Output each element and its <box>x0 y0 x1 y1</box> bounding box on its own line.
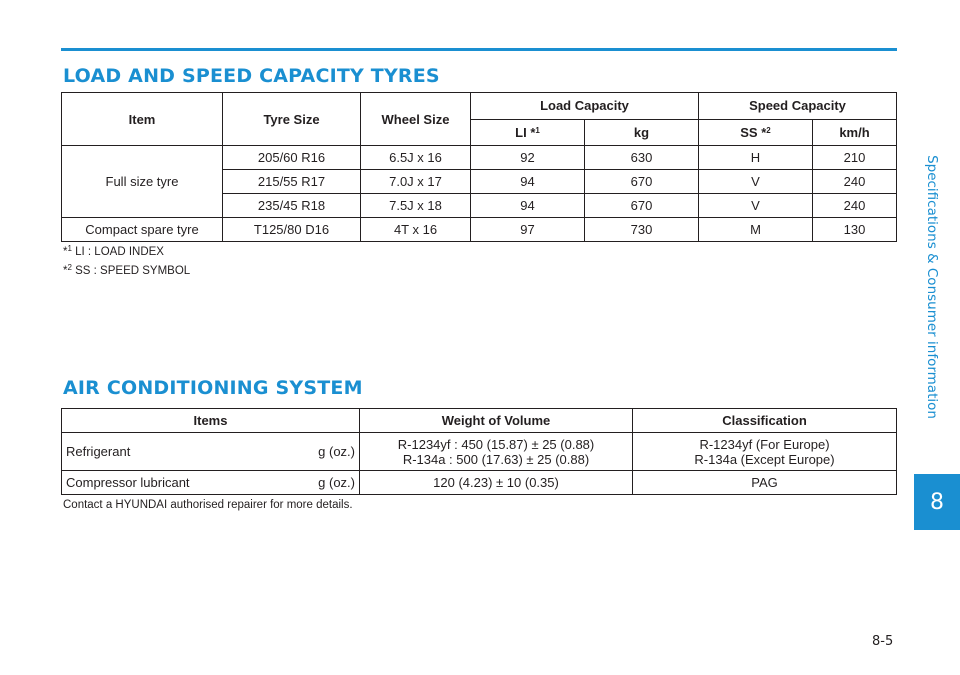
air-conditioning-section-title: AIR CONDITIONING SYSTEM <box>63 377 363 399</box>
cell-kg: 670 <box>585 194 699 218</box>
header-wheel-size: Wheel Size <box>361 93 471 146</box>
compressor-label-cell <box>62 471 360 495</box>
cell-kmh: 210 <box>813 146 897 170</box>
compressor-classification: PAG <box>633 471 897 495</box>
footnote-marker: 1 <box>67 244 72 253</box>
contact-note: Contact a HYUNDAI authorised repairer for more details. <box>63 499 353 511</box>
cell-ss: V <box>699 194 813 218</box>
load-speed-section-title: LOAD AND SPEED CAPACITY TYRES <box>63 65 440 87</box>
cell-ss: V <box>699 170 813 194</box>
cell-li: 92 <box>471 146 585 170</box>
header-kmh: km/h <box>813 119 897 146</box>
header-weight: Weight of Volume <box>360 409 633 433</box>
top-rule <box>61 48 897 51</box>
chapter-tab[interactable]: 8 <box>914 474 960 530</box>
cell-kmh: 240 <box>813 170 897 194</box>
header-items: Items <box>62 409 360 433</box>
header-li: LI *$^1$ <box>471 119 585 146</box>
header-kg: kg <box>585 119 699 146</box>
header-ss: SS *$^2$ <box>699 119 813 146</box>
refrigerant-label: Refrigerant <box>66 444 131 459</box>
refrigerant-classification: R-1234yf (For Europe) R-134a (Except Europe) <box>633 433 897 471</box>
table-row <box>62 471 897 495</box>
cell-kmh: 240 <box>813 194 897 218</box>
compressor-unit: g (oz.) <box>318 475 355 490</box>
header-load-capacity: Load Capacity <box>471 93 699 120</box>
chapter-side-label: Specifications & Consumer information <box>924 155 940 419</box>
cell-kg: 670 <box>585 170 699 194</box>
cell-tyre-size: T125/80 D16 <box>223 218 361 242</box>
compact-spare-label: Compact spare tyre <box>62 218 223 242</box>
cell-tyre-size: 235/45 R18 <box>223 194 361 218</box>
footnote-load-index: *$^1$ LI : LOAD INDEX <box>63 244 164 258</box>
table-header-row <box>62 93 897 120</box>
header-speed-capacity: Speed Capacity <box>699 93 897 120</box>
refrigerant-label-cell <box>62 433 360 471</box>
footnote-marker: 2 <box>67 263 72 272</box>
cell-wheel-size: 6.5J x 16 <box>361 146 471 170</box>
header-classification: Classification <box>633 409 897 433</box>
refrigerant-weight: R-1234yf : 450 (15.87) ± 25 (0.88) R-134a : 500 (17.63) ± 25 (0.88) <box>360 433 633 471</box>
cell-wheel-size: 7.0J x 17 <box>361 170 471 194</box>
cell-wheel-size: 4T x 16 <box>361 218 471 242</box>
header-item: Item <box>62 93 223 146</box>
table-header-row <box>62 409 897 433</box>
cell-li: 97 <box>471 218 585 242</box>
cell-kg: 730 <box>585 218 699 242</box>
compressor-label: Compressor lubricant <box>66 475 190 490</box>
footnote-speed-symbol: *$^2$ SS : SPEED SYMBOL <box>63 263 191 277</box>
full-size-tyre-label: Full size tyre <box>62 146 223 218</box>
cell-li: 94 <box>471 194 585 218</box>
header-tyre-size: Tyre Size <box>223 93 361 146</box>
table-row <box>62 433 897 471</box>
cell-kg: 630 <box>585 146 699 170</box>
footnote-marker: 1 <box>535 125 540 135</box>
cell-ss: H <box>699 146 813 170</box>
cell-tyre-size: 205/60 R16 <box>223 146 361 170</box>
compressor-weight: 120 (4.23) ± 10 (0.35) <box>360 471 633 495</box>
cell-ss: M <box>699 218 813 242</box>
footnote-marker: 2 <box>766 125 771 135</box>
cell-wheel-size: 7.5J x 18 <box>361 194 471 218</box>
tyre-capacity-table <box>61 92 897 242</box>
air-conditioning-table <box>61 408 897 495</box>
refrigerant-unit: g (oz.) <box>318 444 355 459</box>
cell-li: 94 <box>471 170 585 194</box>
cell-kmh: 130 <box>813 218 897 242</box>
page-number: 8-5 <box>872 634 894 649</box>
table-row <box>62 218 897 242</box>
cell-tyre-size: 215/55 R17 <box>223 170 361 194</box>
table-row <box>62 146 897 170</box>
